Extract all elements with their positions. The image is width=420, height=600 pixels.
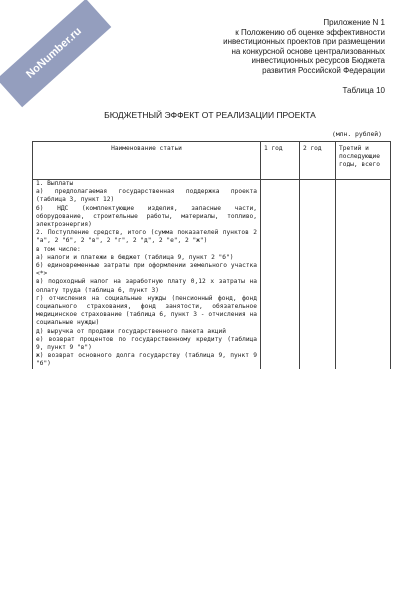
cell-year1 (261, 205, 300, 230)
row-label: б) единовременные затраты при оформлении земельного участка <*> (33, 262, 261, 278)
appendix-header (155, 18, 385, 76)
site-watermark: NoNumber.ru (0, 0, 111, 107)
appendix-line: на конкурсной основе централизованных (231, 46, 385, 56)
cell-year3 (336, 262, 391, 278)
cell-year3 (336, 246, 391, 254)
table-row (33, 188, 391, 204)
cell-year3 (336, 352, 391, 368)
cell-year2 (300, 328, 336, 336)
cell-year2 (300, 205, 336, 230)
cell-year2 (300, 336, 336, 352)
appendix-line: инвестиционных ресурсов Бюджета (251, 56, 385, 66)
table-row (33, 180, 391, 189)
row-label: в) подоходный налог на заработную плату 0,12 x затраты на оплату труда (таблица 6, пункт 3) (33, 278, 261, 294)
table-number: Таблица 10 (342, 86, 385, 95)
row-label: а) налоги и платежи в бюджет (таблица 9, пункт 2 "б") (33, 254, 261, 262)
table-row (33, 328, 391, 336)
cell-year3 (336, 205, 391, 230)
budget-effect-table (32, 141, 391, 369)
table-row (33, 295, 391, 328)
cell-year1 (261, 278, 300, 294)
table-row (33, 278, 391, 294)
row-label: а) предполагаемая государственная поддержка проекта (таблица 3, пункт 12) (33, 188, 261, 204)
column-header-year3: Третий и последующие годы, всего (336, 142, 391, 180)
row-label: 2. Поступление средств, итого (сумма показателей пунктов 2 "а", 2 "б", 2 "в", 2 "г", 2 "д", 2 "е", 2 "ж") (33, 229, 261, 245)
table-row (33, 229, 391, 245)
column-header-year2: 2 год (300, 142, 336, 180)
row-label: в том числе: (33, 246, 261, 254)
cell-year1 (261, 262, 300, 278)
cell-year1 (261, 180, 300, 189)
table-header-row (33, 142, 391, 180)
column-header-year1: 1 год (261, 142, 300, 180)
cell-year2 (300, 180, 336, 189)
table-row (33, 336, 391, 352)
cell-year1 (261, 254, 300, 262)
row-label: д) выручка от продажи государственного пакета акций (33, 328, 261, 336)
table-row (33, 246, 391, 254)
cell-year3 (336, 328, 391, 336)
appendix-line: Приложение N 1 (323, 18, 385, 27)
cell-year1 (261, 336, 300, 352)
row-label: 1. Выплаты (33, 180, 261, 189)
cell-year1 (261, 229, 300, 245)
column-header-name: Наименование статьи (33, 142, 261, 180)
cell-year2 (300, 229, 336, 245)
cell-year3 (336, 278, 391, 294)
cell-year3 (336, 295, 391, 328)
cell-year2 (300, 254, 336, 262)
document-title: БЮДЖЕТНЫЙ ЭФФЕКТ ОТ РЕАЛИЗАЦИИ ПРОЕКТА (104, 110, 316, 120)
cell-year1 (261, 328, 300, 336)
units-label: (млн. рублей) (331, 130, 382, 138)
row-label: б) НДС (комплектующие изделия, запасные части, оборудование, строительные работы, материалы, топливо, электроэнергия) (33, 205, 261, 230)
cell-year2 (300, 262, 336, 278)
row-label: ж) возврат основного долга государству (таблица 9, пункт 9 "б") (33, 352, 261, 368)
table-row (33, 254, 391, 262)
row-label: е) возврат процентов по государственному кредиту (таблица 9, пункт 9 "в") (33, 336, 261, 352)
cell-year3 (336, 336, 391, 352)
cell-year1 (261, 295, 300, 328)
cell-year2 (300, 246, 336, 254)
appendix-line: к Положению об оценке эффективности (235, 27, 385, 37)
cell-year1 (261, 352, 300, 368)
cell-year2 (300, 352, 336, 368)
appendix-line: инвестиционных проектов при размещении (223, 37, 385, 47)
cell-year1 (261, 246, 300, 254)
cell-year3 (336, 254, 391, 262)
row-label: г) отчисления на социальные нужды (пенсионный фонд, фонд социального страхования, фонд занятости, обязательное медицинское страхование (таблица 6, пункт 3 - отчисления на социальные нужды) (33, 295, 261, 328)
cell-year2 (300, 295, 336, 328)
cell-year1 (261, 188, 300, 204)
cell-year3 (336, 180, 391, 189)
cell-year2 (300, 188, 336, 204)
cell-year3 (336, 188, 391, 204)
appendix-line: развития Российской Федерации (262, 65, 385, 75)
cell-year3 (336, 229, 391, 245)
table-row (33, 352, 391, 368)
cell-year2 (300, 278, 336, 294)
table-row (33, 205, 391, 230)
table-row (33, 262, 391, 278)
